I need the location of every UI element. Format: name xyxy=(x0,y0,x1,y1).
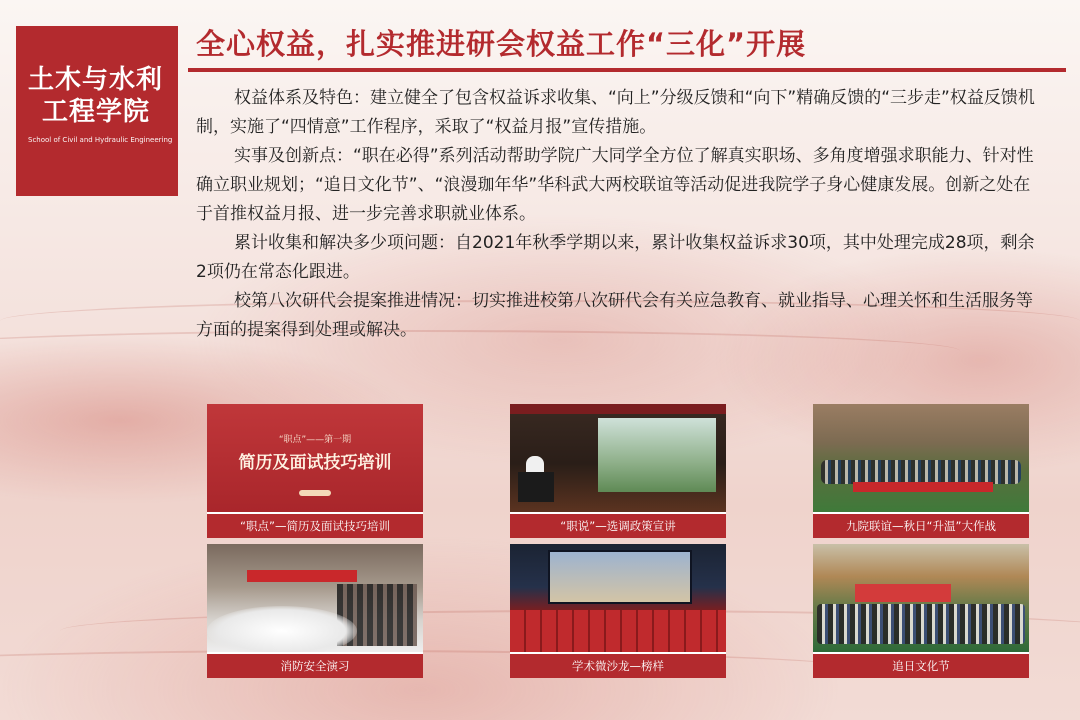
crowd xyxy=(821,460,1021,484)
group-crowd xyxy=(817,604,1025,644)
paragraph-system-features: 权益体系及特色：建立健全了包含权益诉求收集、“向上”分级反馈和“向下”精确反馈的“三步走”权益反馈机制，实施了“四情意”工作程序，采取了“权益月报”宣传措施。 xyxy=(196,88,1035,137)
photo-image xyxy=(813,404,1029,512)
logo-line-2: 工程学院 xyxy=(42,97,151,127)
logo-english-name: School of Civil and Hydraulic Engineering xyxy=(28,136,173,144)
photo-caption: “职点”—简历及面试技巧培训 xyxy=(207,514,423,538)
photo-fire-drill xyxy=(207,544,423,678)
card-title: 简历及面试技巧培训 xyxy=(238,453,392,473)
red-banner xyxy=(247,570,357,582)
card-episode-label: “职点”——第一期 xyxy=(278,435,352,445)
body-text xyxy=(196,84,1044,345)
card-button-shape xyxy=(299,490,331,496)
photo-caption: “职说”—选调政策宣讲 xyxy=(510,514,726,538)
event-banner xyxy=(853,482,993,492)
photo-image xyxy=(510,404,726,512)
auditorium-screen xyxy=(548,550,692,604)
college-logo-block xyxy=(16,26,178,196)
photo-culture-festival xyxy=(813,544,1029,678)
festival-banner xyxy=(855,584,951,602)
title-divider xyxy=(188,68,1066,72)
photo-caption: 消防安全演习 xyxy=(207,654,423,678)
photo-resume-training xyxy=(207,404,423,538)
paragraph-innovation: 实事及创新点：“职在必得”系列活动帮助学院广大同学全方位了解真实职场、多角度增强求职能力、针对性确立职业规划；“追日文化节”、“浪漫珈年华”华科武大两校联谊等活动促进我院学子身心健康发展。创新之处在于首推权益月报、进一步完善求职就业体系。 xyxy=(196,146,1034,224)
photo-image xyxy=(207,544,423,652)
auditorium-seats xyxy=(510,610,726,652)
paragraph-issue-count: 累计收集和解决多少项问题：自2021年秋季学期以来，累计收集权益诉求30项，其中处理完成28项，剩余2项仍在常态化跟进。 xyxy=(196,233,1035,282)
page-title: 全心权益，扎实推进研会权益工作“三化”开展 xyxy=(196,27,807,61)
photo-caption: 九院联谊—秋日“升温”大作战 xyxy=(813,514,1029,538)
paragraph-proposal-progress: 校第八次研代会提案推进情况：切实推进校第八次研代会有关应急教育、就业指导、心理关怀和生活服务等方面的提案得到处理或解决。 xyxy=(196,291,1033,340)
extinguisher-spray xyxy=(207,606,357,652)
photo-policy-lecture xyxy=(510,404,726,538)
top-banner xyxy=(510,404,726,414)
photo-academic-salon xyxy=(510,544,726,678)
photo-image xyxy=(813,544,1029,652)
logo-line-1: 土木与水利 xyxy=(28,65,164,95)
photo-caption: 追日文化节 xyxy=(813,654,1029,678)
photo-image xyxy=(510,544,726,652)
photo-caption: 学术微沙龙—榜样 xyxy=(510,654,726,678)
projection-screen xyxy=(598,418,716,492)
photo-image xyxy=(207,404,423,512)
photo-autumn-social xyxy=(813,404,1029,538)
podium xyxy=(518,472,554,502)
